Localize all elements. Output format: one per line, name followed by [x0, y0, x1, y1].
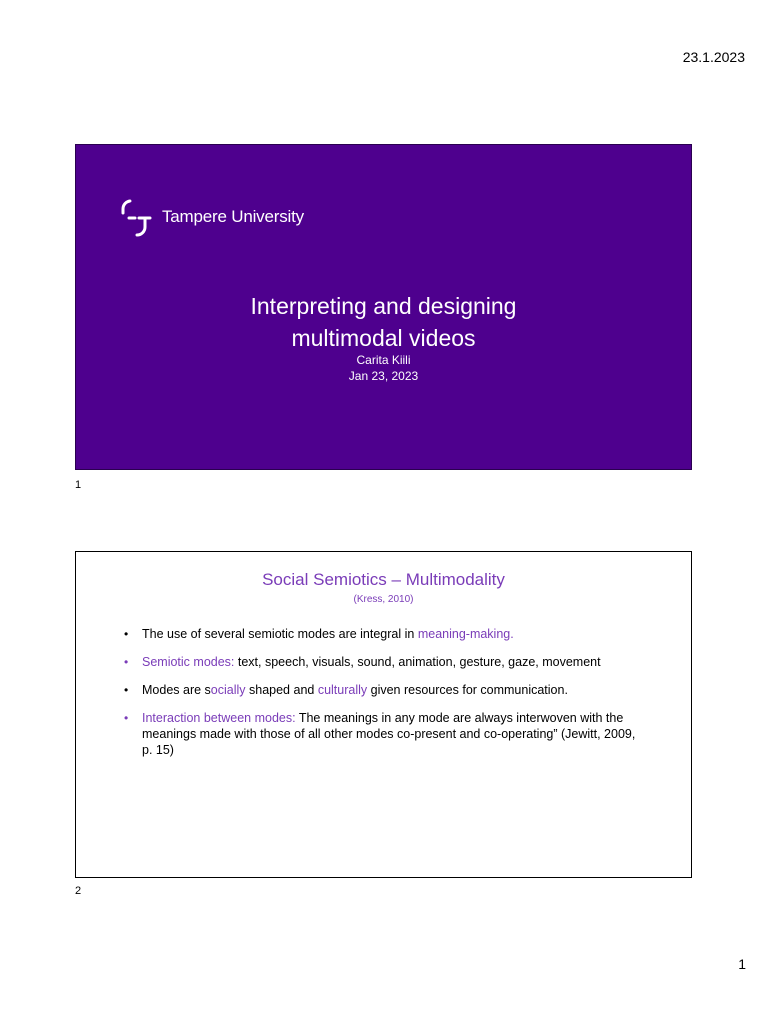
slide-2-title: Social Semiotics – Multimodality [262, 570, 505, 589]
bullet-accent-text: Interaction between modes: [142, 711, 296, 725]
slide-1-number: 1 [75, 479, 82, 491]
slide-2 [75, 551, 692, 878]
bullet-text: given resources for communication. [367, 683, 568, 697]
bullet-item [124, 682, 644, 698]
slide-1-date: Jan 23, 2023 [348, 369, 419, 383]
bullet-text: shaped and [245, 683, 318, 697]
slide-1-author: Carita Kiili [356, 353, 411, 367]
slide-1-title-line-1: Interpreting and designing [250, 293, 517, 319]
bullet-dot-icon: • [124, 655, 129, 669]
slide-1-title [76, 290, 691, 354]
bullet-dot-icon: • [124, 683, 129, 697]
bullet-accent-text: culturally [317, 683, 368, 697]
bullet-item [124, 626, 644, 642]
bullet-text: text, speech, visuals, sound, animation, gesture, gaze, movement [234, 655, 601, 669]
slide-2-bullet-list [124, 626, 644, 770]
slide-2-number: 2 [75, 885, 82, 897]
page-number: 1 [738, 956, 746, 972]
tampere-logo-mark-icon [120, 197, 154, 237]
tampere-university-logo [120, 197, 304, 237]
slide-2-subtitle: (Kress, 2010) [353, 594, 414, 605]
bullet-text: Modes are s [142, 683, 211, 697]
bullet-item [124, 654, 644, 670]
bullet-text: The use of several semiotic modes are integral in [142, 627, 418, 641]
header-date: 23.1.2023 [682, 49, 745, 65]
bullet-item [124, 710, 644, 758]
bullet-accent-text: meaning-making. [417, 627, 514, 641]
slide-1 [75, 144, 692, 470]
bullet-dot-icon: • [124, 711, 129, 725]
bullet-accent-text: ocially [210, 683, 246, 697]
bullet-accent-text: Semiotic modes: [142, 655, 235, 669]
slide-1-title-line-2: multimodal videos [291, 325, 476, 351]
bullet-text: The meanings in any mode are always interwoven with the meanings made with those of all other modes co-present and co-operating” (Jewitt, 2009, p. 15) [142, 711, 636, 757]
bullet-dot-icon: • [124, 627, 129, 641]
logo-text: Tampere University [162, 207, 304, 226]
